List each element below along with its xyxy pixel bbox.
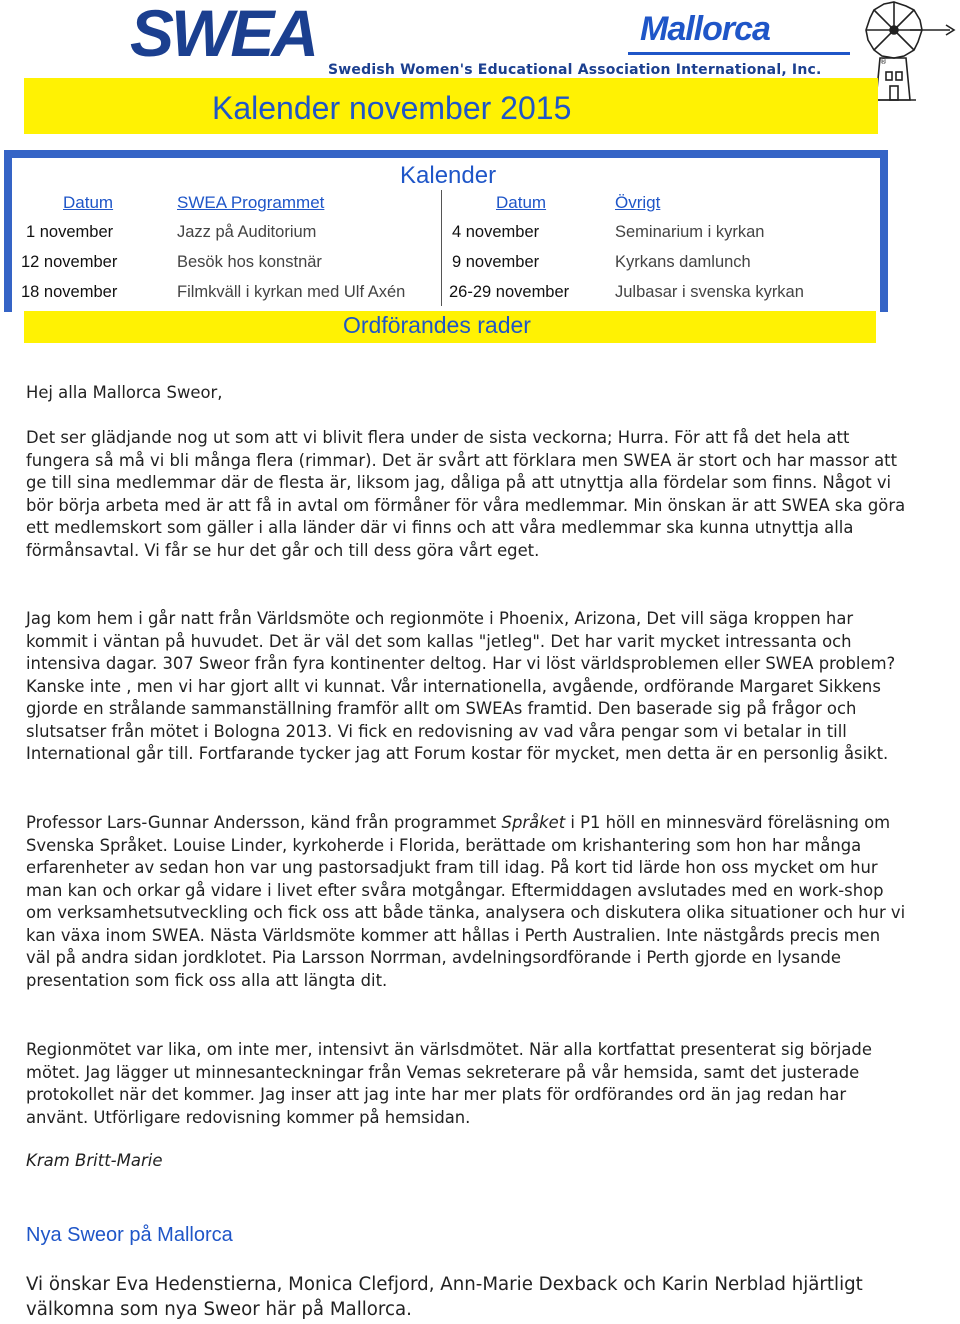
signature: Kram Britt-Marie (26, 1151, 163, 1170)
chapter-name: Mallorca (640, 10, 770, 48)
program-name: Språket (501, 813, 566, 832)
page-title: Kalender november 2015 (212, 90, 572, 126)
chair-paragraph: Det ser glädjande nog ut som att vi blivit flera under de sista veckorna; Hurra. För att få det hela att fungera så må vi bli många flera (rimmar). Det är svårt att förklara men SWEA är stort och har massor att ge till sina medlemmar där de flesta är, liksom jag, dåliga på att utnyttja alla fördelar som finns. Något vi bör börja arbeta med är att få in avtal om förmåner för våra medlemmar. Min önskan är att SWEA ska göra ett medlemskort som gäller i alla länder där vi finns och att våra medlemmar ska kunna utnyttja alla förmånsavtal. Vi får se hur det går och till dess göra vårt eget. (26, 428, 906, 560)
right-row-event: Seminarium i kyrkan (615, 223, 765, 241)
right-row-date: 26-29 november (449, 283, 570, 301)
new-members-title: Nya Sweor på Mallorca (26, 1224, 233, 1246)
svg-text:®: ® (880, 58, 887, 66)
chair-paragraph: Regionmötet var lika, om inte mer, intensivt än värlsdmötet. När alla kortfattat presenterat sig började mötet. Jag lägger ut minnesanteckningar från Vemas sekreterare på vår hemsida, samt det justerade protokollet när det kommer. Jag inser att jag inte har mer plats för ordförandes ord än jag redan har använt. Utförligare redovisning kommer på hemsidan. (26, 1040, 872, 1127)
right-row-date: 4 november (452, 223, 540, 241)
left-row-date: 18 november (21, 283, 118, 301)
logo-tagline: Swedish Women's Educational Association International, Inc. (328, 62, 822, 78)
chair-section-title: Ordförandes rader (343, 312, 531, 338)
paragraph-text: Professor Lars-Gunnar Andersson, känd från programmet (26, 813, 502, 832)
right-row-date: 9 november (452, 253, 540, 271)
paragraph-text: i P1 höll en minnesvärd föreläsning om Svenska Språket. Louise Linder, kyrkoherde i Florida, berättade om krishantering som hon har många erfarenheter av sedan hon var ung pastorsadjukt fram till idag. På kort tid lärde hon oss mycket om hur man kan och orkar gå vidare i livet efter svåra motgångar. Eftermiddagen avslutades med en work-shop om verksamhetsutveckling och fick oss att både tänka, analysera och diskutera olika situationer och hur vi kan växa inom SWEA. Nästa Världsmöte kommer att hållas i Perth Australien. Inte nästgårds precis men väl på andra sidan jordklotet. Pia Larsson Norrman, avdelningsordförande i Perth gjorde en lysande presentation som fick oss alla att längta dit. (26, 813, 906, 990)
left-row-event: Besök hos konstnär (177, 253, 322, 271)
calendar-divider (441, 190, 442, 306)
calendar-title: Kalender (400, 162, 497, 189)
header-right-date: Datum (496, 193, 547, 212)
new-members-text: Vi önskar Eva Hedenstierna, Monica Clefjord, Ann-Marie Dexback och Karin Nerblad hjärtligt välkomna som nya Sweor här på Mallorca. (26, 1274, 863, 1320)
left-row-date: 1 november (26, 223, 114, 241)
left-row-event: Jazz på Auditorium (177, 223, 317, 241)
chair-paragraph (26, 812, 906, 992)
left-row-date: 12 november (21, 253, 118, 271)
header-other: Övrigt (615, 193, 661, 212)
swea-logo (130, 2, 330, 62)
left-row-event: Filmkväll i kyrkan med Ulf Axén (177, 283, 406, 301)
chair-paragraph: Jag kom hem i går natt från Världsmöte och regionmöte i Phoenix, Arizona, Det vill säga kroppen har kommit i väntan på huvudet. Det är väl det som kallas "jetleg". Det har varit mycket intressanta och intensiva dagar. 307 Sweor från fyra kontinenter deltog. Har vi löst världsproblemen eller SWEA problem? Kanske inte , men vi har gjort allt vi kunnat. Vår internationella, avgående, ordförande Margaret Sikkens gjorde en strålande sammanställning framför allt om SWEAs framtid. Den baserade sig på frågor och slutsatser från mötet i Bologna 2013. Vi fick en redovisning av vad våra pengar som vi betalar in till International går till. Fortfarande tycker jag att Forum kostar för mycket, men detta är en personlig åsikt. (26, 609, 896, 763)
chapter-underline (628, 52, 850, 55)
header-program: SWEA Programmet (177, 193, 325, 212)
right-row-event: Kyrkans damlunch (615, 253, 751, 271)
swea-logo-text: SWEA (130, 2, 316, 62)
right-row-event: Julbasar i svenska kyrkan (615, 283, 804, 301)
chair-greeting: Hej alla Mallorca Sweor, (26, 383, 223, 402)
header-left-date: Datum (63, 193, 114, 212)
